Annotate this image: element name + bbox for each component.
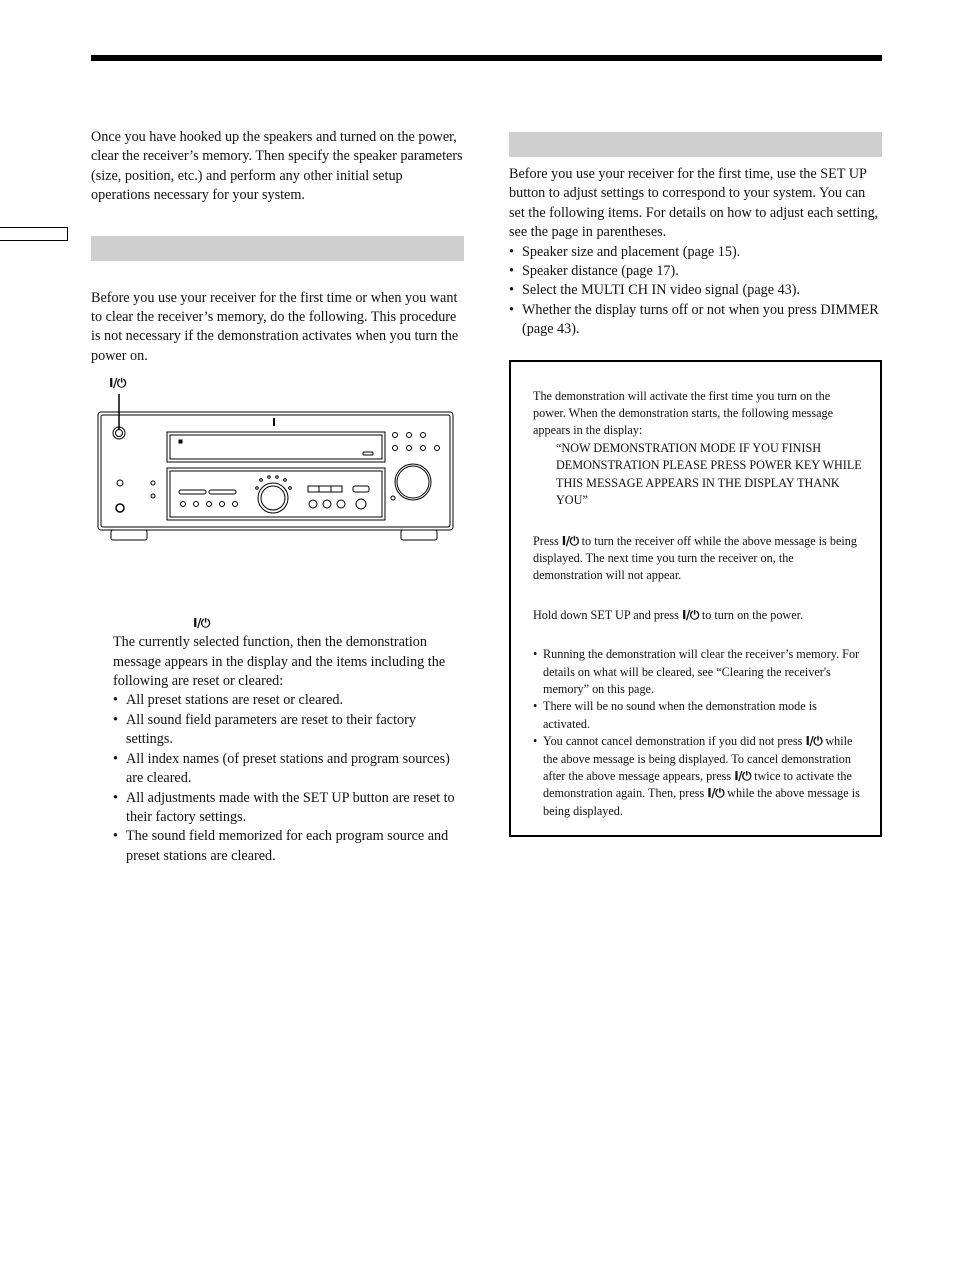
top-rule (91, 55, 882, 61)
receiver-diagram (91, 378, 464, 558)
text-run: twice to activate the demonstration again. Then, press (543, 768, 852, 801)
right-column (509, 128, 882, 837)
list-item: • All index names (of preset stations and program sources) are cleared. (113, 750, 464, 789)
step-description: The currently selected function, then the demonstration message appears in the display and the items including the following are reset or cleared: (113, 634, 446, 690)
section-heading-band (91, 236, 464, 261)
side-tab-marker (0, 227, 68, 241)
power-symbol: I/⏻ (561, 533, 579, 548)
demo-text: The demonstration will activate the first time you turn on the power. When the demonstration starts, the following message appears in the display: (533, 388, 833, 438)
notes-list (533, 646, 862, 820)
text-run: Hold down SET UP and press (533, 607, 682, 622)
list-item (533, 733, 862, 820)
list-item: • All preset stations are reset or cleared. (113, 691, 464, 710)
setup-items-list (509, 243, 882, 340)
text-run: to turn on the power. (698, 607, 804, 622)
text-run: while the above message is being displayed. (543, 786, 860, 818)
section-heading-band (509, 132, 882, 157)
receiver-front-panel-drawing (91, 378, 464, 558)
list-item: • Speaker distance (page 17). (509, 262, 882, 281)
activate-demo-text (533, 607, 862, 624)
step-title (113, 614, 464, 633)
text-run: Press (533, 533, 562, 548)
list-item: • Running the demonstration will clear the receiver’s memory. For details on what will be cleared, see “Clearing the receiver's memory” on this page. (533, 646, 862, 698)
demonstration-box (509, 360, 882, 837)
left-column (91, 128, 464, 866)
power-symbol: I/⏻ (681, 607, 699, 622)
list-item: • All sound field parameters are reset to their factory settings. (113, 711, 464, 750)
power-symbol: I/⏻ (805, 734, 823, 749)
step-press-power (91, 614, 464, 866)
reset-items-list (113, 691, 464, 866)
clear-memory-intro: Before you use your receiver for the first time or when you want to clear the receiver’s memory, do the following. This procedure is not necessary if the demonstration activates when you turn the power on. (91, 289, 459, 364)
text-run: while the above message is being displayed. To cancel demonstration after the above message appears, press (543, 734, 853, 783)
list-item: • All adjustments made with the SET UP button are reset to their factory settings. (113, 789, 464, 828)
power-label: I/⏻ (109, 376, 126, 391)
list-item: • The sound field memorized for each program source and preset stations are cleared. (113, 827, 464, 866)
power-symbol: I/⏻ (734, 768, 752, 783)
list-item: • Whether the display turns off or not when you press DIMMER (page 43). (509, 301, 882, 340)
intro-paragraph: Once you have hooked up the speakers and turned on the power, clear the receiver’s memory. Then specify the speaker parameters (size, position, etc.) and perform any other initial setup operations necessary for your system. (91, 129, 463, 204)
text-run: to turn the receiver off while the above message is being displayed. The next time you turn the receiver on, the demonstration will not appear. (533, 533, 857, 583)
text-run: You cannot cancel demonstration if you did not press (543, 734, 806, 749)
setup-intro: Before you use your receiver for the first time, use the SET UP button to adjust settings to correspond to your system. You can set the following items. For details on how to adjust each setting, see the page in parentheses. (509, 166, 879, 241)
list-item: • There will be no sound when the demonstration mode is activated. (533, 698, 862, 733)
power-symbol: I/⏻ (193, 616, 210, 631)
list-item: • Speaker size and placement (page 15). (509, 243, 882, 262)
list-item: • Select the MULTI CH IN video signal (page 43). (509, 281, 882, 300)
cancel-demo-text (533, 533, 862, 585)
power-symbol: I/⏻ (707, 786, 725, 801)
demo-message-quote: “NOW DEMONSTRATION MODE IF YOU FINISH DEMONSTRATION PLEASE PRESS POWER KEY WHILE THIS MESSAGE APPEARS IN THE DISPLAY THANK YOU” (556, 440, 862, 508)
